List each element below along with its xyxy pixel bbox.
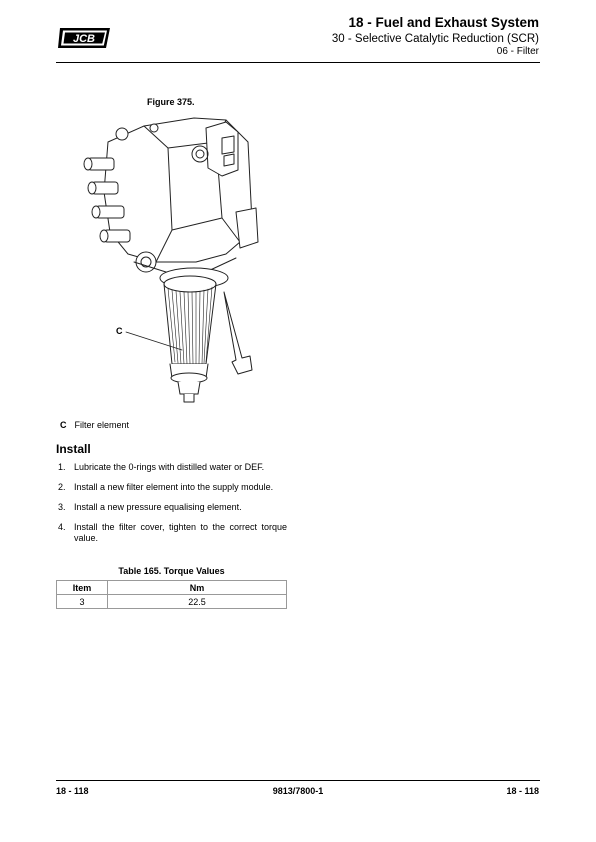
torque-table — [56, 580, 287, 609]
list-item — [56, 482, 287, 493]
column-header-nm: Nm — [108, 581, 287, 595]
list-item — [56, 522, 287, 544]
figure-caption: Figure 375. — [147, 97, 195, 107]
figure-legend — [60, 420, 129, 430]
callout-c: C — [116, 326, 123, 336]
section-subtitle: 30 - Selective Catalytic Reduction (SCR) — [331, 33, 539, 45]
step-number: 2. — [58, 482, 66, 492]
subsection-title: 06 - Filter — [496, 46, 539, 57]
install-heading: Install — [56, 442, 91, 456]
legend-key: C — [60, 420, 67, 430]
step-text: Install a new pressure equalising element. — [74, 502, 242, 512]
jcb-logo — [56, 26, 114, 50]
step-text: Install the filter cover, tighten to the correct torque value. — [74, 522, 287, 543]
section-title: 18 - Fuel and Exhaust System — [348, 15, 539, 30]
footer-page-left: 18 - 118 — [56, 786, 89, 796]
install-steps — [56, 462, 287, 553]
table-cell: 3 — [57, 595, 108, 609]
column-header-item: Item — [57, 581, 108, 595]
step-number: 4. — [58, 522, 66, 532]
list-item — [56, 502, 287, 513]
table-cell: 22.5 — [108, 595, 287, 609]
table-caption: Table 165. Torque Values — [118, 566, 225, 576]
header-rule — [56, 62, 540, 63]
legend-text: Filter element — [74, 420, 130, 430]
list-item — [56, 462, 287, 473]
step-text: Lubricate the 0-rings with distilled water or DEF. — [74, 462, 265, 472]
logo-text: JCB — [72, 33, 96, 45]
table-row — [57, 595, 287, 609]
footer-page-right: 18 - 118 — [506, 786, 539, 796]
supply-module-illustration — [76, 112, 286, 412]
table-header-row — [57, 581, 287, 595]
step-number: 1. — [58, 462, 66, 472]
footer-rule — [56, 780, 540, 781]
step-number: 3. — [58, 502, 66, 512]
step-text: Install a new filter element into the supply module. — [74, 482, 274, 492]
footer-doc-number: 9813/7800-1 — [272, 786, 324, 796]
